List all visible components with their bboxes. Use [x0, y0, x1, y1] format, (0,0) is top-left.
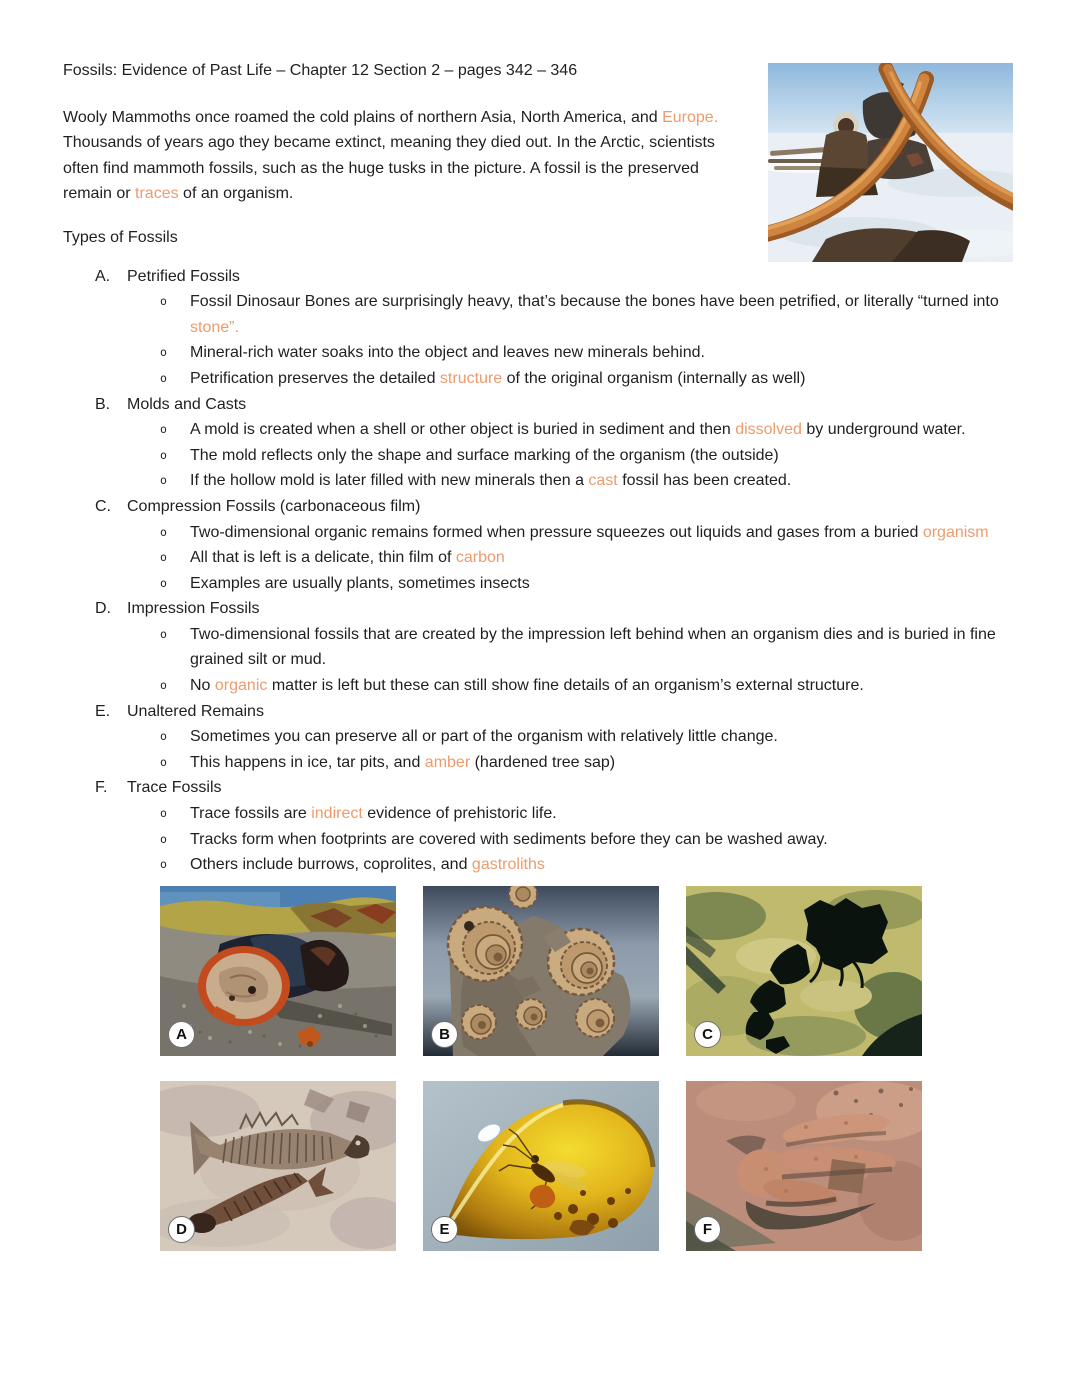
bullet-text: [190, 340, 1020, 366]
figure-footprint-trace: [686, 1081, 922, 1251]
figure-label-e: E: [431, 1216, 458, 1243]
figure-label-a: A: [168, 1021, 195, 1048]
text-run: Two-dimensional fossils that are created by the impression left behind when an organism dies and is buried in fine grained silt or mud.: [190, 625, 996, 669]
outline-bullet: [63, 443, 1020, 469]
bullet-text: [190, 673, 1020, 699]
text-run: matter is left but these can still show fine details of an organism’s external structure.: [267, 677, 864, 695]
text-run: The mold reflects only the shape and surface marking of the organism (the outside): [190, 446, 779, 464]
text-run: of an organism.: [178, 185, 294, 203]
outline-section-marker: D.: [95, 600, 111, 618]
bullet-marker: o: [160, 473, 167, 488]
figure-petrified-wood: [160, 886, 396, 1056]
outline-section-title: Molds and Casts: [127, 395, 247, 413]
text-run: Others include burrows, coprolites, and: [190, 856, 472, 874]
text-run: fossil has been created.: [617, 472, 792, 490]
highlight-term: indirect: [311, 805, 363, 823]
bullet-marker: o: [160, 806, 167, 821]
outline-section-marker: B.: [95, 395, 111, 413]
bullet-marker: o: [160, 831, 167, 846]
fish-impression-art: [160, 1081, 396, 1251]
bullet-text: [190, 750, 1020, 776]
bullet-marker: o: [160, 678, 167, 693]
bullet-text: [190, 468, 1020, 494]
outline-bullet: [63, 724, 1020, 750]
outline-section-marker: A.: [95, 267, 111, 285]
outline-bullet: [63, 801, 1020, 827]
outline-bullet: [63, 827, 1020, 853]
highlight-term: amber: [424, 753, 471, 771]
outline-section-heading: [63, 596, 1020, 622]
text-run: by underground water.: [801, 421, 966, 439]
highlight-term: traces: [135, 185, 179, 203]
section-heading: Types of Fossils: [63, 228, 178, 246]
text-run: Examples are usually plants, sometimes insects: [190, 574, 530, 592]
highlight-term: structure: [439, 369, 503, 387]
outline-section-heading: [63, 264, 1020, 290]
text-run: Wooly Mammoths once roamed the cold plains of northern Asia, North America, and: [63, 108, 663, 126]
bullet-marker: o: [160, 345, 167, 360]
outline-bullet: [63, 852, 1020, 878]
figure-amber-insect: [423, 1081, 659, 1251]
text-run: All that is left is a delicate, thin film of: [190, 549, 456, 567]
highlight-term: carbon: [455, 549, 505, 567]
insect-compression-art: [686, 886, 922, 1056]
outline-section-title: Compression Fossils (carbonaceous film): [127, 497, 421, 515]
outline-section-title: Unaltered Remains: [127, 702, 264, 720]
text-run: Tracks form when footprints are covered with sediments before they can be washed away.: [190, 830, 828, 848]
outline-section-title: Impression Fossils: [127, 600, 260, 618]
highlight-term: Europe.: [662, 108, 719, 126]
text-run: Mineral-rich water soaks into the object and leaves new minerals behind.: [190, 344, 705, 362]
bullet-text: [190, 852, 1020, 878]
figure-label-c: C: [694, 1021, 721, 1048]
outline-bullet: [63, 673, 1020, 699]
bullet-text: [190, 571, 1020, 597]
highlight-term: dissolved: [735, 421, 802, 439]
bullet-marker: o: [160, 575, 167, 590]
text-run: Thousands of years ago they became extinct, meaning they died out. In the Arctic, scientists often find mammoth fossils, such as the huge tusks in the picture. A fossil is the preserved remain or: [63, 134, 715, 203]
mammoth-tusks-photo: [768, 63, 1013, 262]
bullet-marker: o: [160, 729, 167, 744]
outline-section-heading: [63, 699, 1020, 725]
outline-bullet: [63, 340, 1020, 366]
footprint-trace-art: [686, 1081, 922, 1251]
bullet-text: [190, 724, 1020, 750]
bullet-text: [190, 366, 1020, 392]
bullet-marker: o: [160, 294, 167, 309]
bullet-marker: o: [160, 626, 167, 641]
text-run: Trace fossils are: [190, 805, 312, 823]
bullet-marker: o: [160, 524, 167, 539]
figure-label-f: F: [694, 1216, 721, 1243]
petrified-wood-art: [160, 886, 396, 1056]
highlight-term: stone”.: [190, 318, 239, 336]
text-run: Petrification preserves the detailed: [190, 369, 440, 387]
figure-ammonite-casts: [423, 886, 659, 1056]
text-run: of the original organism (internally as well): [502, 369, 806, 387]
outline-bullet: [63, 417, 1020, 443]
outline-section-heading: [63, 775, 1020, 801]
outline-bullet: [63, 520, 1020, 546]
outline-bullet: [63, 750, 1020, 776]
highlight-term: cast: [588, 472, 618, 490]
text-run: Two-dimensional organic remains formed when pressure squeezes out liquids and gases from a buried: [190, 523, 923, 541]
bullet-text: [190, 622, 1020, 673]
highlight-term: organic: [214, 677, 268, 695]
highlight-term: organism: [922, 523, 989, 541]
outline-bullet: [63, 571, 1020, 597]
highlight-term: gastroliths: [471, 856, 545, 874]
bullet-marker: o: [160, 447, 167, 462]
text-run: This happens in ice, tar pits, and: [190, 753, 425, 771]
bullet-text: [190, 545, 1020, 571]
outline-section-title: Trace Fossils: [127, 779, 222, 797]
outline-section-marker: E.: [95, 702, 111, 720]
outline-section-heading: [63, 494, 1020, 520]
document-title: Fossils: Evidence of Past Life – Chapter 12 Section 2 – pages 342 – 346: [63, 62, 578, 79]
outline-bullet: [63, 545, 1020, 571]
outline-bullet: [63, 289, 1020, 340]
bullet-text: [190, 289, 1020, 340]
bullet-marker: o: [160, 857, 167, 872]
outline-section-marker: F.: [95, 779, 108, 797]
bullet-marker: o: [160, 370, 167, 385]
text-run: If the hollow mold is later filled with new minerals then a: [190, 472, 589, 490]
text-run: A mold is created when a shell or other object is buried in sediment and then: [190, 421, 736, 439]
bullet-text: [190, 827, 1020, 853]
outline-section-heading: [63, 392, 1020, 418]
text-run: (hardened tree sap): [470, 753, 616, 771]
mammoth-photo-art: [768, 63, 1013, 262]
bullet-text: [190, 443, 1020, 469]
figure-label-b: B: [431, 1021, 458, 1048]
outline-bullet: [63, 622, 1020, 673]
outline-section-title: Petrified Fossils: [127, 267, 240, 285]
figure-fish-impression: [160, 1081, 396, 1251]
outline-section-marker: C.: [95, 497, 111, 515]
bullet-text: [190, 417, 1020, 443]
intro-paragraph: [63, 105, 751, 207]
outline-bullet: [63, 468, 1020, 494]
text-run: evidence of prehistoric life.: [362, 805, 557, 823]
bullet-text: [190, 801, 1020, 827]
figure-insect-compression: [686, 886, 922, 1056]
bullet-marker: o: [160, 422, 167, 437]
figure-label-d: D: [168, 1216, 195, 1243]
ammonite-casts-art: [423, 886, 659, 1056]
bullet-text: [190, 520, 1020, 546]
text-run: Sometimes you can preserve all or part of the organism with relatively little change.: [190, 728, 778, 746]
bullet-marker: o: [160, 550, 167, 565]
bullet-marker: o: [160, 754, 167, 769]
amber-insect-art: [423, 1081, 659, 1251]
text-run: No: [190, 677, 215, 695]
figures-grid: [160, 886, 1020, 1251]
text-run: Fossil Dinosaur Bones are surprisingly heavy, that’s because the bones have been petrified, or literally “turned into: [190, 293, 999, 311]
fossil-types-outline: [63, 264, 1020, 878]
outline-bullet: [63, 366, 1020, 392]
